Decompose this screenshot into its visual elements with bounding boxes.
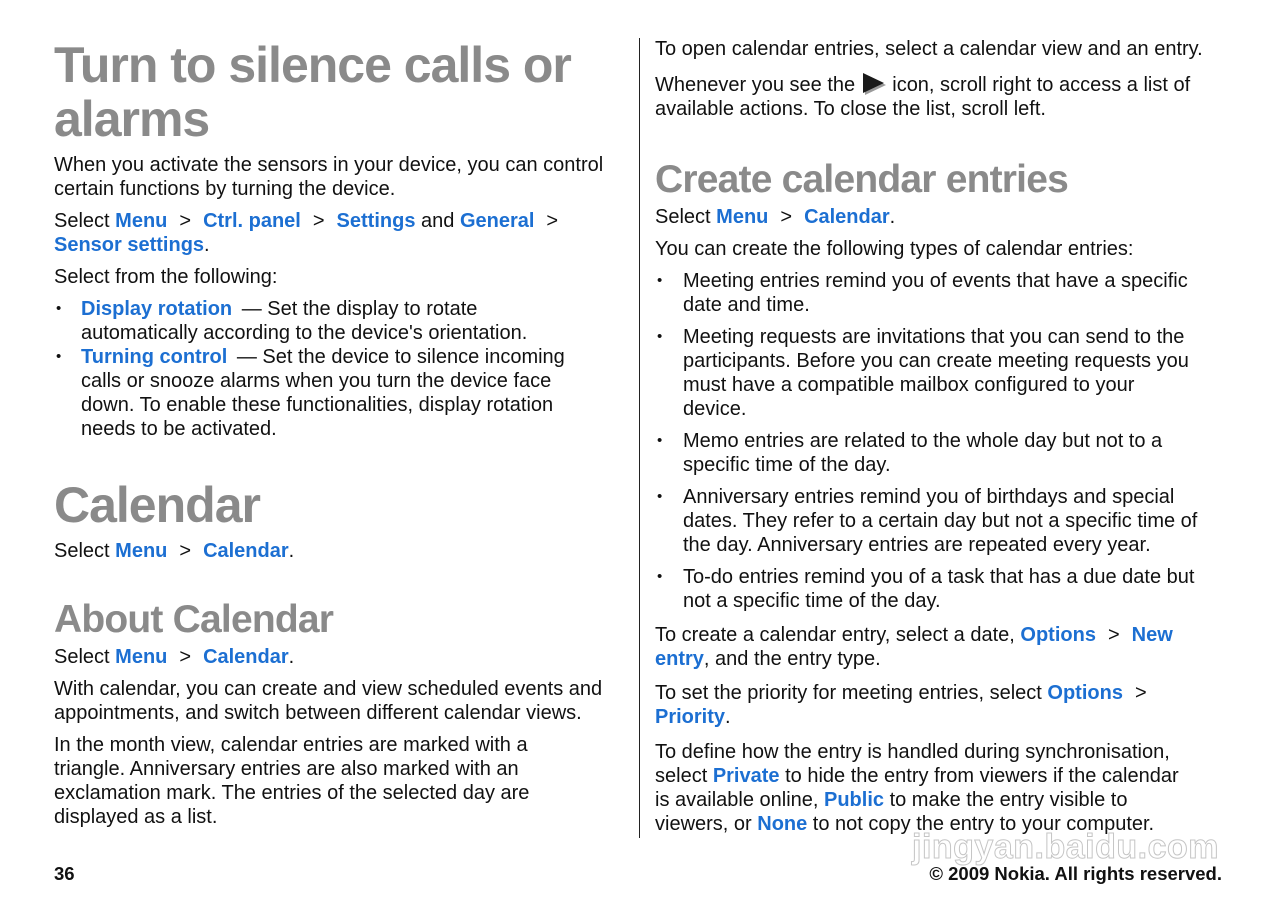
sensor-settings-term: Sensor settings [54, 234, 205, 256]
private-term: Private [712, 765, 780, 787]
heading-about-calendar: About Calendar [54, 598, 334, 641]
path-separator: > [179, 646, 192, 668]
general-term: General [459, 210, 535, 232]
sensor-options-list [54, 297, 628, 441]
select-text: Select [655, 206, 717, 228]
entry-type-meeting: • Meeting entries remind you of events that have a specific date and time. [655, 269, 1230, 317]
path-separator: > [179, 210, 192, 232]
select-text: Select [54, 540, 116, 562]
sync-mid-1: to hide the entry from viewers if the calendar is available online, [655, 765, 1179, 811]
option-display-rotation [54, 297, 628, 345]
create-entry-before: To create a calendar entry, select a date, [655, 624, 1021, 646]
period-text: . [725, 706, 731, 728]
calendar-path [54, 539, 628, 563]
column-divider [639, 38, 640, 838]
and-text: and [415, 210, 460, 232]
menu-term: Menu [115, 540, 168, 562]
ctrl-panel-term: Ctrl. panel [203, 210, 301, 232]
sync-mid-2: to make the entry visible to viewers, or [655, 789, 1128, 835]
path-separator: > [179, 540, 192, 562]
heading-silence-calls-alarms: Turn to silence calls or alarms [54, 37, 571, 147]
actions-note-before: Whenever you see the [655, 74, 861, 96]
watermark-text: jingyan.baidu.com [912, 828, 1219, 866]
heading-create-calendar-entries: Create calendar entries [655, 158, 1068, 201]
period-text: . [288, 540, 295, 562]
select-from-following: Select from the following: [54, 266, 278, 288]
open-entries-text: To open calendar entries, select a calendar view and an entry. [655, 38, 1203, 60]
sync-text [655, 740, 1230, 836]
calendar-term: Calendar [203, 646, 289, 668]
new-entry-term: New entry [655, 624, 1173, 670]
sync-after: to not copy the entry to your computer. [807, 813, 1155, 835]
calendar-term: Calendar [203, 540, 289, 562]
right-triangle-icon [861, 73, 887, 95]
turning-control-term: Turning control [81, 346, 228, 368]
path-separator: > [312, 210, 325, 232]
about-calendar-text: With calendar, you can create and view scheduled events and appointments, and switch between different calendar views. [54, 678, 603, 724]
about-calendar-path [54, 645, 628, 669]
create-entry-after: , and the entry type. [703, 648, 881, 670]
display-rotation-desc: — Set the display to rotate automatically according to the device's orientation. [81, 298, 528, 344]
path-separator: > [1134, 682, 1147, 704]
entry-type-memo: • Memo entries are related to the whole day but not to a specific time of the day. [655, 429, 1230, 477]
actions-note [655, 73, 1230, 121]
settings-term: Settings [336, 210, 416, 232]
create-entry-text [655, 623, 1230, 671]
sensor-settings-path [54, 209, 628, 257]
path-separator: > [1107, 624, 1120, 646]
period-text: . [889, 206, 896, 228]
turning-control-desc: — Set the device to silence incoming calls or snooze alarms when you turn the device face down. To enable these functionalities, display rotation needs to be activated. [81, 346, 565, 440]
period-text: . [288, 646, 295, 668]
entry-type-todo: • To-do entries remind you of a task that has a due date but not a specific time of the day. [655, 565, 1230, 613]
menu-term: Menu [115, 210, 168, 232]
path-separator: > [780, 206, 793, 228]
create-calendar-path [655, 205, 1230, 229]
copyright-notice: © 2009 Nokia. All rights reserved. [929, 863, 1222, 884]
entry-types-intro: You can create the following types of calendar entries: [655, 238, 1134, 260]
menu-term: Menu [115, 646, 168, 668]
priority-before: To set the priority for meeting entries, select [655, 682, 1048, 704]
option-turning-control [54, 345, 628, 441]
none-term: None [757, 813, 808, 835]
entry-types-list [655, 269, 1230, 621]
sensors-intro: When you activate the sensors in your device, you can control certain functions by turning the device. [54, 154, 604, 200]
priority-text [655, 681, 1230, 729]
heading-calendar: Calendar [54, 477, 260, 533]
page-number: 36 [54, 863, 75, 884]
menu-term: Menu [716, 206, 769, 228]
month-view-text: In the month view, calendar entries are marked with a triangle. Anniversary entries are also marked with an exclamation mark. The entries of the selected day are displayed as a list. [54, 734, 530, 828]
period-text: . [204, 234, 210, 256]
calendar-term: Calendar [804, 206, 890, 228]
path-separator: > [546, 210, 559, 232]
options-term: Options [1047, 682, 1123, 704]
actions-note-after: icon, scroll right to access a list of available actions. To close the list, scroll left. [655, 74, 1191, 120]
priority-term: Priority [655, 706, 726, 728]
entry-type-anniversary: • Anniversary entries remind you of birthdays and special dates. They refer to a certain day but not a specific time of the day. Anniversary entries are repeated every year. [655, 485, 1230, 557]
display-rotation-term: Display rotation [81, 298, 233, 320]
options-term: Options [1020, 624, 1096, 646]
public-term: Public [824, 789, 885, 811]
select-text: Select [54, 210, 116, 232]
sync-before: To define how the entry is handled during synchronisation, select [655, 741, 1170, 787]
entry-type-meeting-request: • Meeting requests are invitations that you can send to the participants. Before you can create meeting requests you must have a compatible mailbox configured to your device. [655, 325, 1230, 421]
select-text: Select [54, 646, 116, 668]
